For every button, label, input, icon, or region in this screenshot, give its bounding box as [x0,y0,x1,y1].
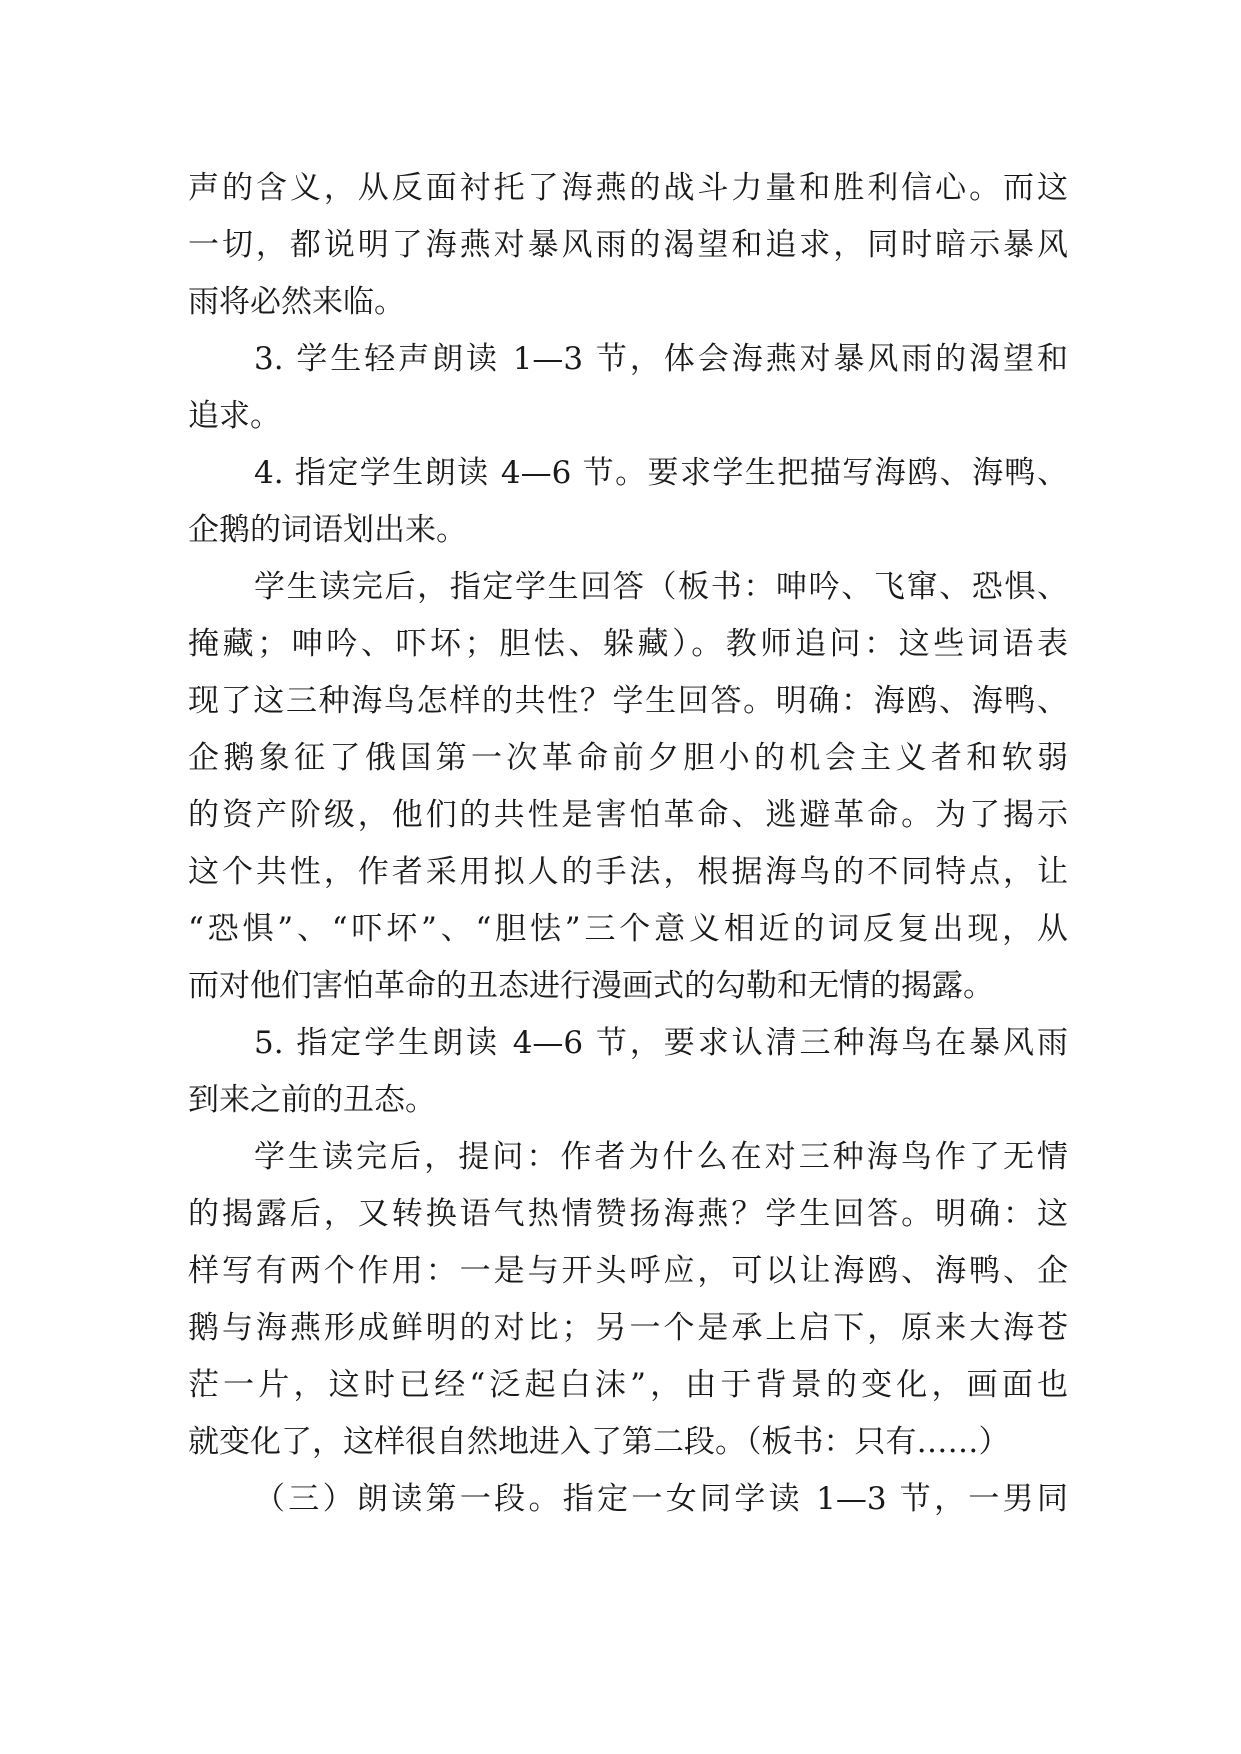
text-line: 掩藏；呻吟、吓坏；胆怯、躲藏）。教师追问：这些词语表 [188,626,1068,662]
text-line: 样写有两个作用：一是与开头呼应，可以让海鸥、海鸭、企 [188,1253,1068,1289]
text-line: 声的含义，从反面衬托了海燕的战斗力量和胜利信心。而这 [188,170,1068,206]
text-line: 学生读完后，提问：作者为什么在对三种海鸟作了无情 [254,1139,1068,1175]
text-line: 的揭露后，又转换语气热情赞扬海燕？学生回答。明确：这 [188,1196,1068,1232]
text-line: 鹅与海燕形成鲜明的对比；另一个是承上启下，原来大海苍 [188,1310,1068,1346]
text-line: 学生读完后，指定学生回答（板书：呻吟、飞窜、恐惧、 [254,569,1068,605]
text-line: 就变化了，这样很自然地进入了第二段。（板书：只有……） [188,1424,1010,1460]
text-line: 4. 指定学生朗读 4—6 节。要求学生把描写海鸥、海鸭、 [254,455,1068,491]
body-text [188,160,1068,1528]
text-line: 到来之前的丑态。 [188,1082,436,1118]
text-line: 现了这三种海鸟怎样的共性？学生回答。明确：海鸥、海鸭、 [188,683,1068,719]
text-line: 雨将必然来临。 [188,284,405,320]
text-line: 而对他们害怕革命的丑态进行漫画式的勾勒和无情的揭露。 [188,968,994,1004]
text-line: 一切，都说明了海燕对暴风雨的渴望和追求，同时暗示暴风 [188,227,1068,263]
text-line: 的资产阶级，他们的共性是害怕革命、逃避革命。为了揭示 [188,797,1068,833]
text-line: 茫一片，这时已经“泛起白沫”，由于背景的变化，画面也 [188,1367,1068,1403]
text-line: 5. 指定学生朗读 4—6 节，要求认清三种海鸟在暴风雨 [254,1025,1068,1061]
text-line: 追求。 [188,398,281,434]
text-line: 这个共性，作者采用拟人的手法，根据海鸟的不同特点，让 [188,854,1068,890]
text-line: 企鹅的词语划出来。 [188,512,467,548]
text-line: （三）朗读第一段。指定一女同学读 1—3 节，一男同 [254,1481,1068,1517]
text-line: 企鹅象征了俄国第一次革命前夕胆小的机会主义者和软弱 [188,740,1068,776]
text-line: 3. 学生轻声朗读 1—3 节，体会海燕对暴风雨的渴望和 [254,341,1068,377]
text-line: “恐惧”、“吓坏”、“胆怯”三个意义相近的词反复出现，从 [188,911,1068,947]
